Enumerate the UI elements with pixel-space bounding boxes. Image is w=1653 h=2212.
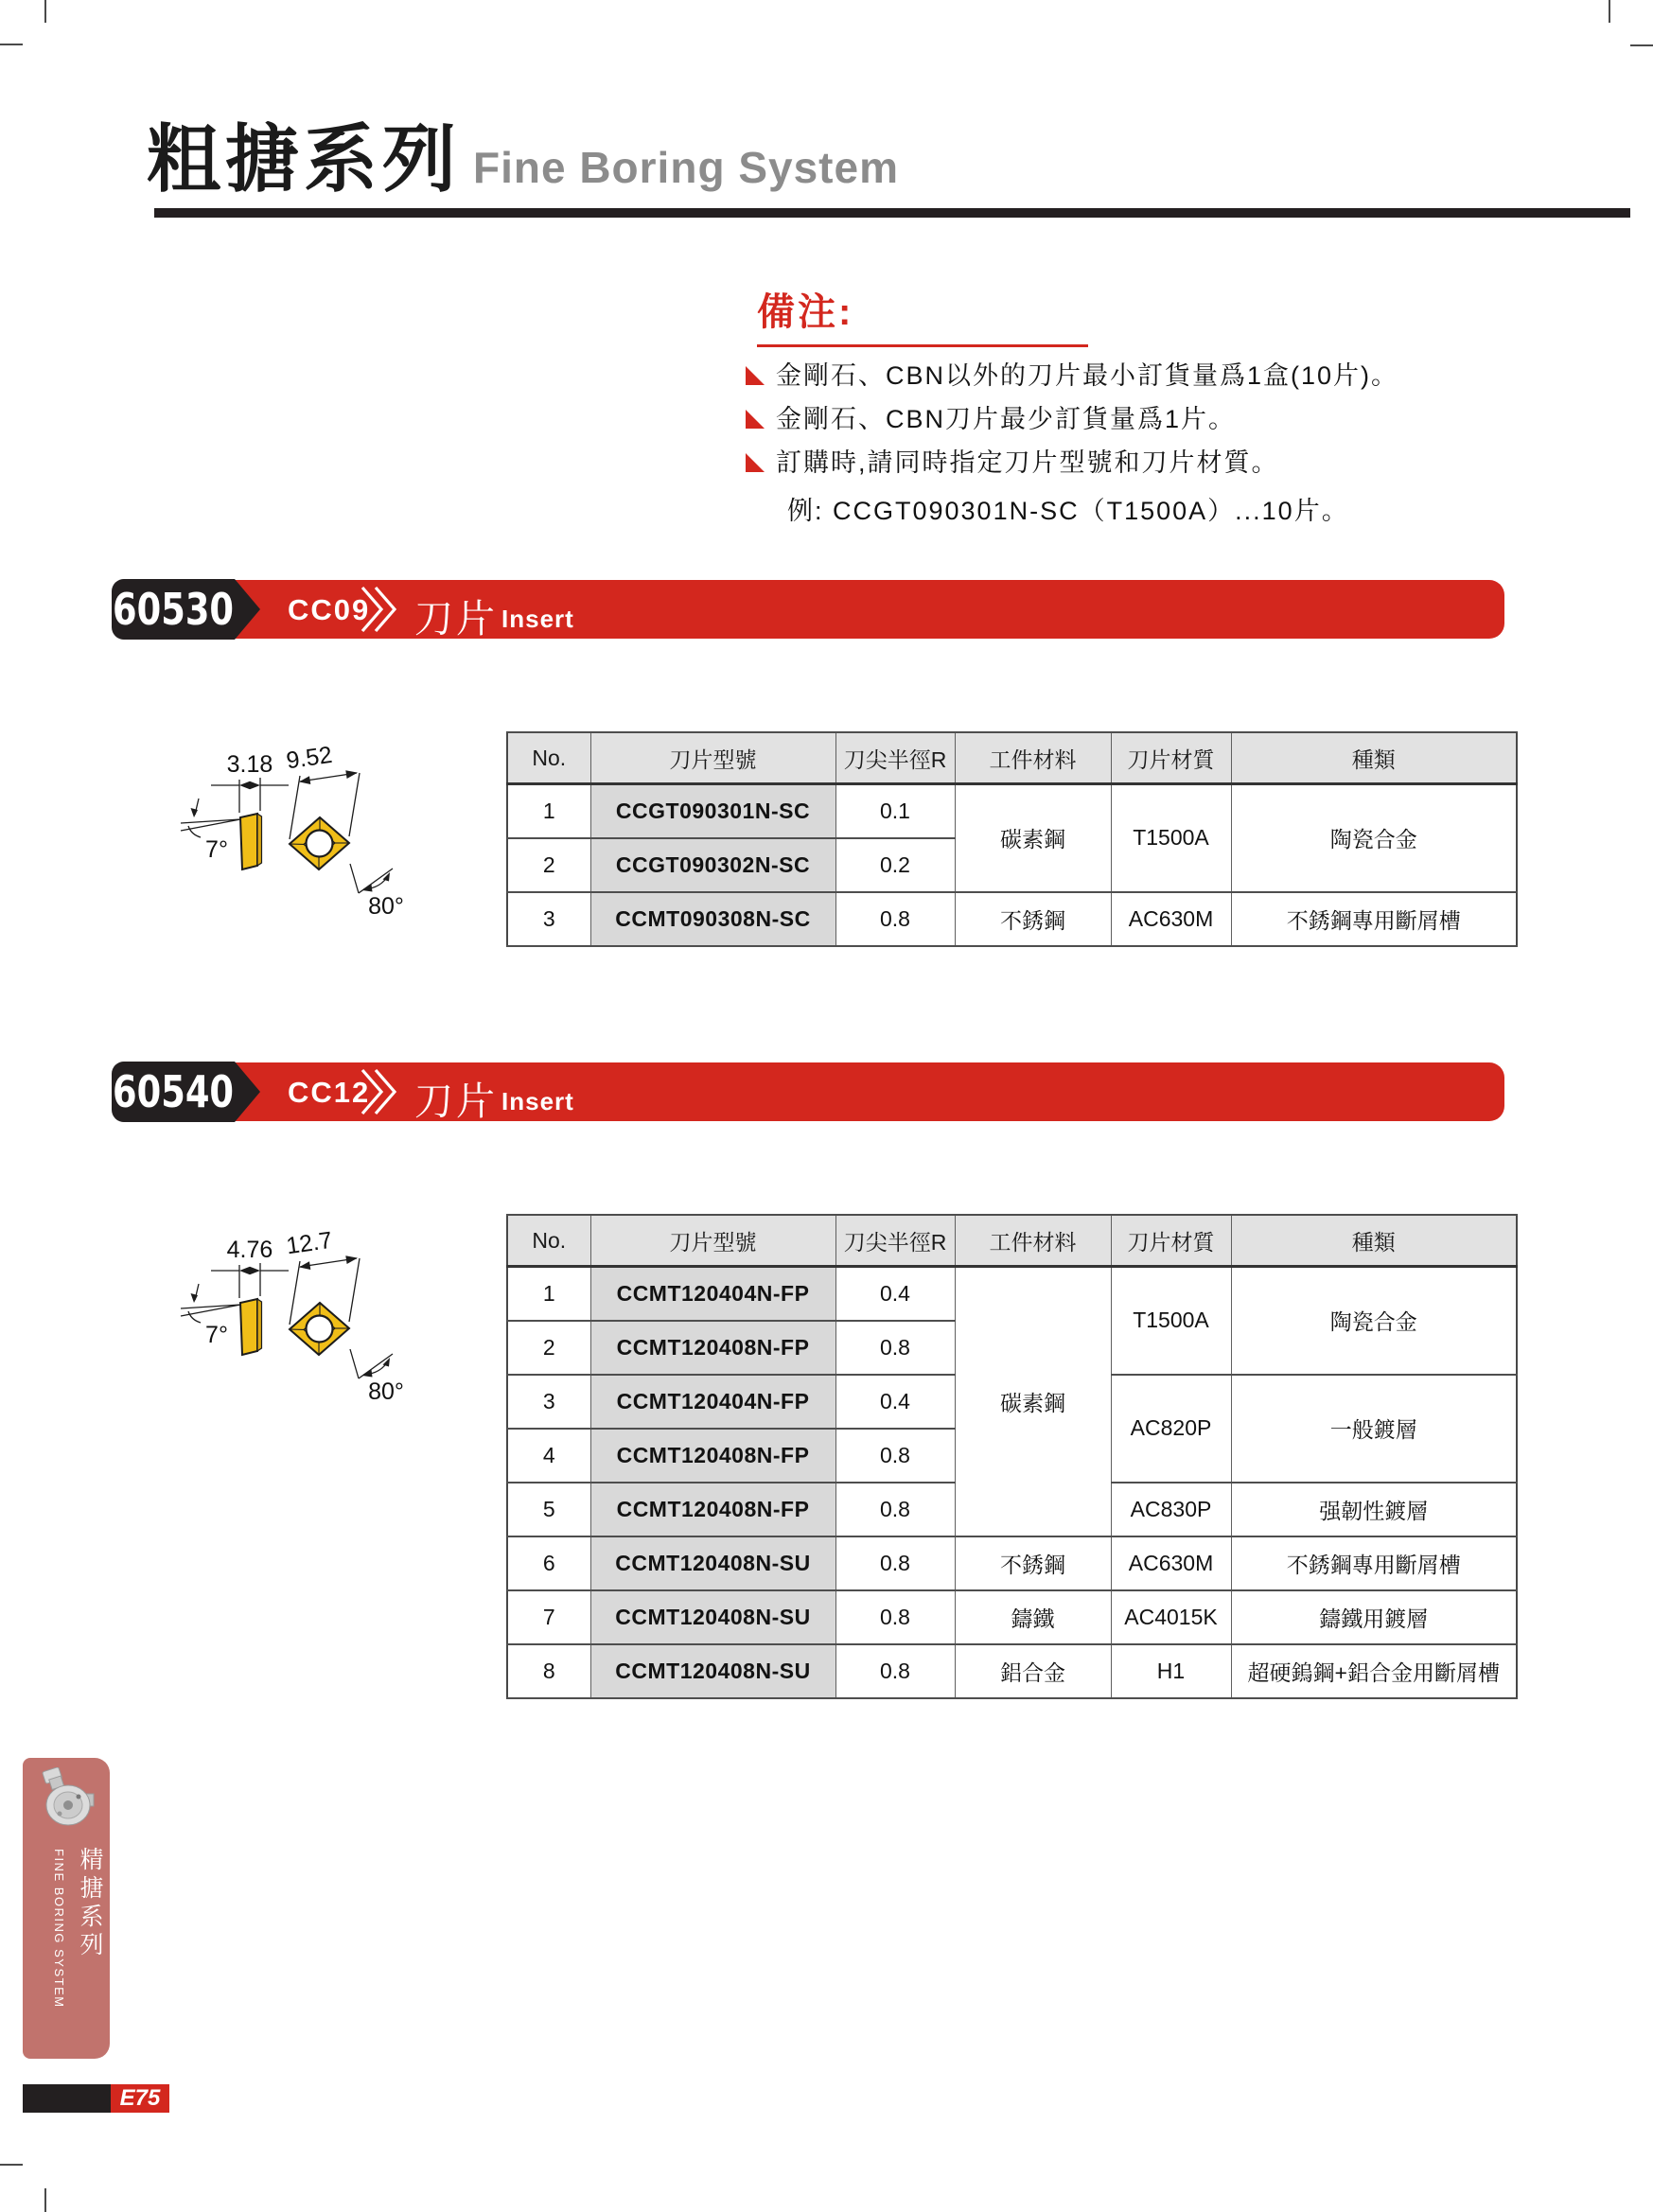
crop-mark xyxy=(0,44,23,45)
dim-clearance-angle-label: 7° xyxy=(205,1322,228,1348)
footer-bar xyxy=(23,2084,111,2113)
table-cell: 0.8 xyxy=(835,1590,955,1644)
banner-title-zh: 刀片 xyxy=(414,597,498,641)
notes-rule xyxy=(757,344,1088,347)
dim-clearance-angle-label: 7° xyxy=(205,836,228,863)
dim-length-label: 12.7 xyxy=(284,1226,334,1260)
dim-thickness-label: 4.76 xyxy=(226,1237,273,1263)
table-cell: 4 xyxy=(507,1429,590,1483)
table-cell: AC820P xyxy=(1111,1375,1231,1483)
table-cell: 0.8 xyxy=(835,1321,955,1375)
table-cell: 鑄鐵 xyxy=(955,1590,1111,1644)
insert-model-cell: CCMT120408N-SU xyxy=(590,1590,835,1644)
section-banner-60530 xyxy=(112,579,1504,640)
insert-model-cell: CCMT120408N-SU xyxy=(590,1536,835,1590)
triangle-bullet-icon xyxy=(746,366,765,385)
dim-length-label: 9.52 xyxy=(284,741,334,775)
table-cell: 超硬鎢鋼+鋁合金用斷屑槽 xyxy=(1231,1644,1517,1698)
dim-corner-angle-label: 80° xyxy=(368,1378,404,1405)
table-cell: T1500A xyxy=(1111,784,1231,892)
insert-model-cell: CCGT090302N-SC xyxy=(590,838,835,892)
series-label-zh: 精搪系列 xyxy=(77,1847,103,1960)
table-row xyxy=(507,1644,1517,1698)
banner-title-en: Insert xyxy=(501,1087,574,1115)
header-row xyxy=(507,732,1517,784)
column-header: 刀片型號 xyxy=(590,1215,835,1267)
insert-model-cell: CCMT120404N-FP xyxy=(590,1375,835,1429)
column-header: 種類 xyxy=(1231,1215,1517,1267)
table-cell: 碳素鋼 xyxy=(955,784,1111,892)
table-cell: 强韌性鍍層 xyxy=(1231,1483,1517,1536)
notes-heading: 備注: xyxy=(757,291,854,333)
column-header: 刀片材質 xyxy=(1111,732,1231,784)
order-code-badge xyxy=(112,1062,235,1122)
note-text: 訂購時,請同時指定刀片型號和刀片材質。 xyxy=(776,448,1279,478)
order-code: 60540 xyxy=(112,1066,235,1117)
insert-model-cell: CCMT120404N-FP xyxy=(590,1267,835,1321)
note-example: 例: CCGT090301N-SC（T1500A）...10片。 xyxy=(787,497,1349,526)
table-cell: 6 xyxy=(507,1536,590,1590)
column-header: No. xyxy=(507,732,590,784)
table-row xyxy=(507,1267,1517,1321)
series-label-en: FINE BORING SYSTEM xyxy=(52,1849,66,2009)
table-cell: 1 xyxy=(507,784,590,838)
triangle-bullet-icon xyxy=(746,453,765,472)
column-header: 種類 xyxy=(1231,732,1517,784)
table-cell: 鑄鐵用鍍層 xyxy=(1231,1590,1517,1644)
table-cell: 0.8 xyxy=(835,1429,955,1483)
table-cell: 不銹鋼 xyxy=(955,1536,1111,1590)
insert-table xyxy=(506,731,1518,947)
insert-model-cell: CCMT090308N-SC xyxy=(590,892,835,946)
page-title-zh: 粗搪系列 xyxy=(147,117,462,201)
page-title-en: Fine Boring System xyxy=(473,143,899,192)
table-cell: 0.4 xyxy=(835,1375,955,1429)
badge-arrow xyxy=(235,579,260,640)
table-cell: 3 xyxy=(507,1375,590,1429)
header-row xyxy=(507,1215,1517,1267)
notes-block xyxy=(746,282,1569,527)
table-row xyxy=(507,784,1517,838)
table-cell: 不銹鋼專用斷屑槽 xyxy=(1231,1536,1517,1590)
note-text: 金剛石、CBN以外的刀片最小訂貨量爲1盒(10片)。 xyxy=(776,361,1399,390)
table-cell: 一般鍍層 xyxy=(1231,1375,1517,1483)
insert-model-cell: CCMT120408N-FP xyxy=(590,1429,835,1483)
insert-table-wrap-60530 xyxy=(506,731,1518,947)
note-item xyxy=(746,405,1569,434)
crop-mark xyxy=(1630,44,1653,46)
table-row xyxy=(507,1536,1517,1590)
triangle-bullet-icon xyxy=(746,410,765,429)
table-row xyxy=(507,1590,1517,1644)
dim-corner-angle-label: 80° xyxy=(368,893,404,920)
crop-mark xyxy=(1609,0,1610,23)
insert-model-cell: CCGT090301N-SC xyxy=(590,784,835,838)
table-cell: 0.8 xyxy=(835,892,955,946)
table-cell: AC630M xyxy=(1111,1536,1231,1590)
crop-mark xyxy=(44,2188,46,2212)
table-cell: T1500A xyxy=(1111,1267,1231,1375)
section-banner-60540 xyxy=(112,1062,1504,1122)
insert-diagram-60540 xyxy=(156,1223,421,1441)
table-cell: 陶瓷合金 xyxy=(1231,784,1517,892)
table-cell: 3 xyxy=(507,892,590,946)
table-cell: 0.1 xyxy=(835,784,955,838)
table-cell: 2 xyxy=(507,1321,590,1375)
column-header: 刀尖半徑R xyxy=(835,1215,955,1267)
column-header: No. xyxy=(507,1215,590,1267)
order-code: 60530 xyxy=(112,584,235,635)
table-cell: 7 xyxy=(507,1590,590,1644)
chevron-icon xyxy=(360,586,397,633)
chevron-icon xyxy=(360,1068,397,1115)
table-cell: AC830P xyxy=(1111,1483,1231,1536)
table-cell: 0.2 xyxy=(835,838,955,892)
table-cell: 0.4 xyxy=(835,1267,955,1321)
insert-model-cell: CCMT120408N-FP xyxy=(590,1483,835,1536)
table-cell: 5 xyxy=(507,1483,590,1536)
title-rule xyxy=(154,208,1630,218)
dim-thickness-label: 3.18 xyxy=(226,751,273,778)
banner-title-zh: 刀片 xyxy=(414,1080,498,1123)
note-item xyxy=(746,448,1569,478)
table-cell: 2 xyxy=(507,838,590,892)
table-cell: 不銹鋼 xyxy=(955,892,1111,946)
table-cell: AC630M xyxy=(1111,892,1231,946)
crop-mark xyxy=(44,0,46,23)
note-text: 金剛石、CBN刀片最少訂貨量爲1片。 xyxy=(776,405,1237,434)
column-header: 工件材料 xyxy=(955,732,1111,784)
insert-table-wrap-60540 xyxy=(506,1214,1518,1699)
page-number-badge: E75 xyxy=(111,2084,169,2113)
insert-table xyxy=(506,1214,1518,1699)
column-header: 工件材料 xyxy=(955,1215,1111,1267)
insert-dimension-drawing xyxy=(156,1223,421,1436)
insert-model-cell: CCMT120408N-FP xyxy=(590,1321,835,1375)
column-header: 刀片材質 xyxy=(1111,1215,1231,1267)
size-code: CC12 xyxy=(288,1076,371,1109)
note-item xyxy=(746,361,1569,391)
table-cell: 0.8 xyxy=(835,1536,955,1590)
badge-arrow xyxy=(235,1062,260,1122)
insert-diagram-60530 xyxy=(156,738,421,956)
table-cell: H1 xyxy=(1111,1644,1231,1698)
table-cell: 8 xyxy=(507,1644,590,1698)
size-code: CC09 xyxy=(288,593,371,626)
table-cell: 碳素鋼 xyxy=(955,1267,1111,1536)
table-row xyxy=(507,892,1517,946)
table-cell: AC4015K xyxy=(1111,1590,1231,1644)
banner-title-en: Insert xyxy=(501,605,574,633)
table-cell: 1 xyxy=(507,1267,590,1321)
table-cell: 鋁合金 xyxy=(955,1644,1111,1698)
insert-model-cell: CCMT120408N-SU xyxy=(590,1644,835,1698)
order-code-badge xyxy=(112,579,235,640)
column-header: 刀尖半徑R xyxy=(835,732,955,784)
series-tab xyxy=(23,1758,110,2059)
crop-mark xyxy=(0,2164,23,2166)
insert-dimension-drawing xyxy=(156,738,421,951)
table-cell: 陶瓷合金 xyxy=(1231,1267,1517,1375)
table-cell: 0.8 xyxy=(835,1644,955,1698)
boring-head-photo xyxy=(30,1767,100,1830)
table-cell: 0.8 xyxy=(835,1483,955,1536)
column-header: 刀片型號 xyxy=(590,732,835,784)
table-cell: 不銹鋼專用斷屑槽 xyxy=(1231,892,1517,946)
